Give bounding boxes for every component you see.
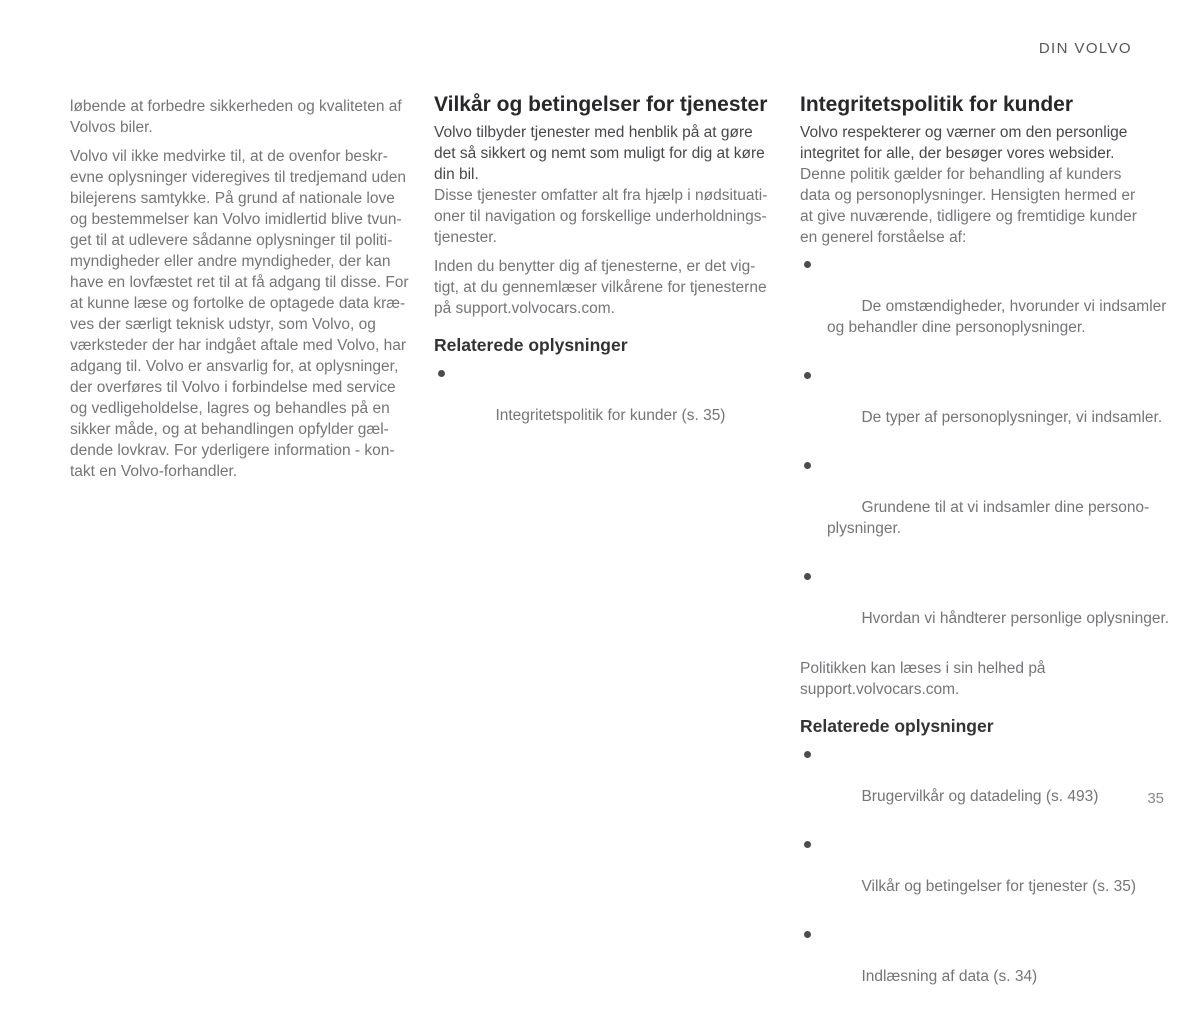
section-heading-privacy: Integritetspolitik for kunder bbox=[800, 93, 1074, 116]
bullet-icon bbox=[804, 261, 811, 268]
list-item-label: De omstændigheder, hvorunder vi indsamler og behandler dine personoplysninger. bbox=[827, 298, 1167, 336]
list-item-label: De typer af personoplysninger, vi indsamler. bbox=[861, 409, 1163, 426]
list-item-label: Indlæsning af data (s. 34) bbox=[861, 968, 1038, 985]
paragraph: Disse tjenester omfatter alt fra hjælp i nødsituati- oner til navigation og forskellige underholdnings- tjenester. bbox=[434, 187, 768, 246]
paragraph: løbende at forbedre sikkerheden og kvaliteten af Volvos biler. bbox=[70, 98, 402, 136]
list-item-label: Brugervilkår og datadeling (s. 493) bbox=[861, 788, 1099, 805]
list-item bbox=[800, 566, 1170, 650]
privacy-points-list bbox=[800, 254, 1170, 650]
column-middle bbox=[434, 93, 778, 453]
bullet-icon bbox=[804, 462, 811, 469]
list-item bbox=[800, 455, 1150, 560]
lead-paragraph: Volvo tilbyder tjenester med henblik på at gøre det så sikkert og nemt som muligt for dig at køre din bil. bbox=[434, 124, 765, 183]
related-info-heading: Relaterede oplysninger bbox=[434, 335, 628, 355]
related-info-heading: Relaterede oplysninger bbox=[800, 716, 994, 736]
related-info-list bbox=[434, 363, 778, 447]
lead-paragraph: Volvo respekterer og værner om den personlige integritet for alle, der besøger vores websider. bbox=[800, 124, 1128, 162]
page-number: 35 bbox=[1147, 790, 1164, 807]
bullet-icon bbox=[804, 931, 811, 938]
bullet-icon bbox=[804, 751, 811, 758]
bullet-icon bbox=[804, 841, 811, 848]
column-right bbox=[800, 93, 1170, 1014]
bullet-icon bbox=[804, 372, 811, 379]
running-header: DIN VOLVO bbox=[1038, 40, 1132, 57]
section-heading-terms: Vilkår og betingelser for tjenester bbox=[434, 93, 768, 116]
list-item bbox=[434, 363, 778, 447]
list-item bbox=[800, 365, 1163, 449]
list-item bbox=[800, 744, 1144, 828]
bullet-icon bbox=[804, 573, 811, 580]
list-item bbox=[800, 834, 1144, 918]
bullet-icon bbox=[438, 370, 445, 377]
list-item-label: Vilkår og betingelser for tjenester (s. 35) bbox=[861, 878, 1136, 895]
paragraph: Inden du benytter dig af tjenesterne, er det vig- tigt, at du gennemlæser vilkårene for tjenesterne på support.volvocars.com. bbox=[434, 258, 767, 317]
list-item-label: Grundene til at vi indsamler dine persono- plysninger. bbox=[827, 499, 1150, 537]
related-info-list bbox=[800, 744, 1144, 1008]
paragraph: Politikken kan læses i sin helhed på support.volvocars.com. bbox=[800, 660, 1046, 698]
column-left bbox=[70, 96, 414, 482]
list-item-label: Hvordan vi håndterer personlige oplysninger. bbox=[861, 610, 1170, 627]
list-item bbox=[800, 254, 1167, 359]
paragraph: Denne politik gælder for behandling af kunders data og personoplysninger. Hensigten hermed er at give nuværende, tidligere og fremtidige kunder en generel forståelse af: bbox=[800, 166, 1137, 246]
list-item bbox=[800, 924, 1144, 1008]
paragraph: Volvo vil ikke medvirke til, at de ovenfor beskr- evne oplysninger videregives til tredjemand uden bilejerens samtykke. På grund af nationale love og bestemmelser kan Volvo imidlertid blive tvun- get til at udlevere sådanne oplysninger til politi- myndigheder eller andre myndigheder, der kan have en lovfæstet ret til at få adgang til disse. For at kunne læse og fortolke de optagede data kræ- ves der særligt teknisk udstyr, som Volvo, og værksteder der har indgået aftale med Volvo, har adgang til. Volvo er ansvarlig for, at oplysninger, der overføres til Volvo i forbindelse med service og vedligeholdelse, lagres og behandles på en sikker måde, og at behandlingen opfylder gæl- dende lovkrav. For yderligere information - kon- takt en Volvo-forhandler. bbox=[70, 148, 409, 480]
list-item-label: Integritetspolitik for kunder (s. 35) bbox=[495, 407, 726, 424]
